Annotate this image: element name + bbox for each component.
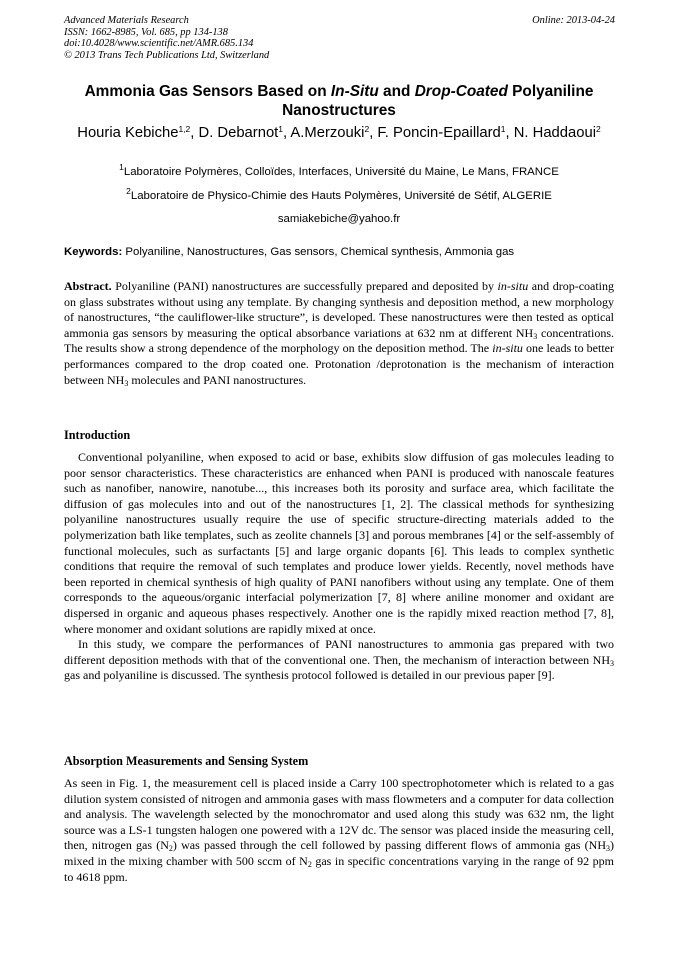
absorption-body — [64, 776, 614, 885]
keywords — [64, 245, 614, 259]
doi: doi:10.4028/www.scientific.net/AMR.685.134 — [64, 38, 254, 50]
absorption-heading: Absorption Measurements and Sensing System — [64, 754, 309, 768]
absorption-paragraph: As seen in Fig. 1, the measurement cell is placed inside a Carry 100 spectrophotometer which is related to a gas dilution system consisted of nitrogen and ammonia gases with mass flowmeters and a computer for data collection and analysis. The wavelength selected by the monochromator and used along this study was 632 nm, the light source was a LS-1 tungsten halogen one powered with a 12V dc. The sensor was placed inside the measuring cell, then, nitrogen gas $(N_2)$ was passed through the cell followed by passing different flows of ammonia gas $(NH_3)$ mixed in the mixing chamber with 500 sccm of $N_2$ gas in specific concentrations varying in the range of 92 ppm to 4618 ppm. — [64, 776, 614, 884]
abstract-label: Abstract. — [64, 279, 112, 293]
issn: ISSN: 1662-8985, Vol. 685, pp 134-138 — [64, 26, 228, 38]
keywords-text: Polyaniline, Nanostructures, Gas sensors, Chemical synthesis, Ammonia gas — [122, 246, 515, 258]
affiliation-2: $^2$Laboratoire de Physico-Chimie des Hauts Polymères, Université de Sétif, ALGERIE — [126, 186, 552, 202]
online-date: Online: 2013-04-24 — [532, 15, 615, 26]
email[interactable]: samiakebiche@yahoo.fr — [277, 213, 401, 225]
paper-title: Ammonia Gas Sensors Based on In-Situ and Drop-Coated Polyaniline Nanostructures — [84, 83, 594, 119]
copyright: © 2013 Trans Tech Publications Ltd, Switzerland — [64, 49, 270, 61]
author-list: Houria Kebiche$^{1,2}$, D. Debarnot$^1$, A.Merzouki$^2$, F. Poncin-Epaillard$^1$, N. Haddaoui$^2$ — [77, 124, 601, 141]
abstract: Abstract. Polyaniline (PANI) nanostructures are successfully prepared and deposited by in-situ and drop-coating on glass substrates without using any template. By changing synthesis and deposition method, a new morphology of nanostructures, “the cauliflower-like structure”, is developed. These nanostructures were then tested as optical ammonia gas sensors by measuring the optical absorbance variations at 632 nm at different $NH_3$ concentrations. The results show a strong dependence of the morphology on the deposition method. The in-situ one leads to better performances compared to the drop coated one. Protonation /deprotonation is the mechanism of interaction between $NH_3$ molecules and PANI nanostructures. — [64, 279, 615, 388]
journal-name: Advanced Materials Research — [64, 15, 189, 26]
affiliation-1: $^1$Laboratoire Polymères, Colloïdes, Interfaces, Université du Maine, Le Mans, FRANCE — [119, 162, 559, 178]
introduction-body — [64, 450, 614, 684]
introduction-heading: Introduction — [64, 428, 131, 442]
journal-header — [64, 15, 269, 61]
keywords-label: Keywords: — [64, 246, 123, 258]
intro-paragraph-2: In this study, we compare the performances of PANI nanostructures to ammonia gas prepared with two different deposition methods with that of the conventional one. Then, the mechanism of interaction between $NH_3$ gas and polyaniline is discussed. The synthesis protocol followed is detailed in our previous paper [9]. — [64, 637, 614, 683]
intro-paragraph-1: Conventional polyaniline, when exposed to acid or base, exhibits slow diffusion of gas molecules leading to poor sensor characteristics. These characteristics are enhanced when PANI is produced with nanoscale features such as nanofiber, nanowire, nanotube..., this increases both its porosity and surface area, which facilitate the diffusion of gas molecules into and out of the nanostructures [1, 2]. The classical methods for synthesizing polyaniline nanostructures usually require the use of specific structure-directing materials added to the polymerization bath like templates, such as zeolite channels [3] and porous membranes [4] or the self-assembly of functional molecules, such as surfactants [5] and large organic dopants [6]. This leads to complex synthetic conditions that require the removal of such templates and produce lower yields. Recently, novel methods have been reported in chemical synthesis of high quality of PANI nanofibers without using any template. One of them corresponds to the aqueous/organic interfacial polymerization [7, 8] where aniline monomer and oxidant are dispersed in organic and aqueous phases respectively. Another one is the rapidly mixed reaction method [7, 8], where monomer and oxidant solutions are rapidly mixed at once. — [64, 450, 614, 636]
